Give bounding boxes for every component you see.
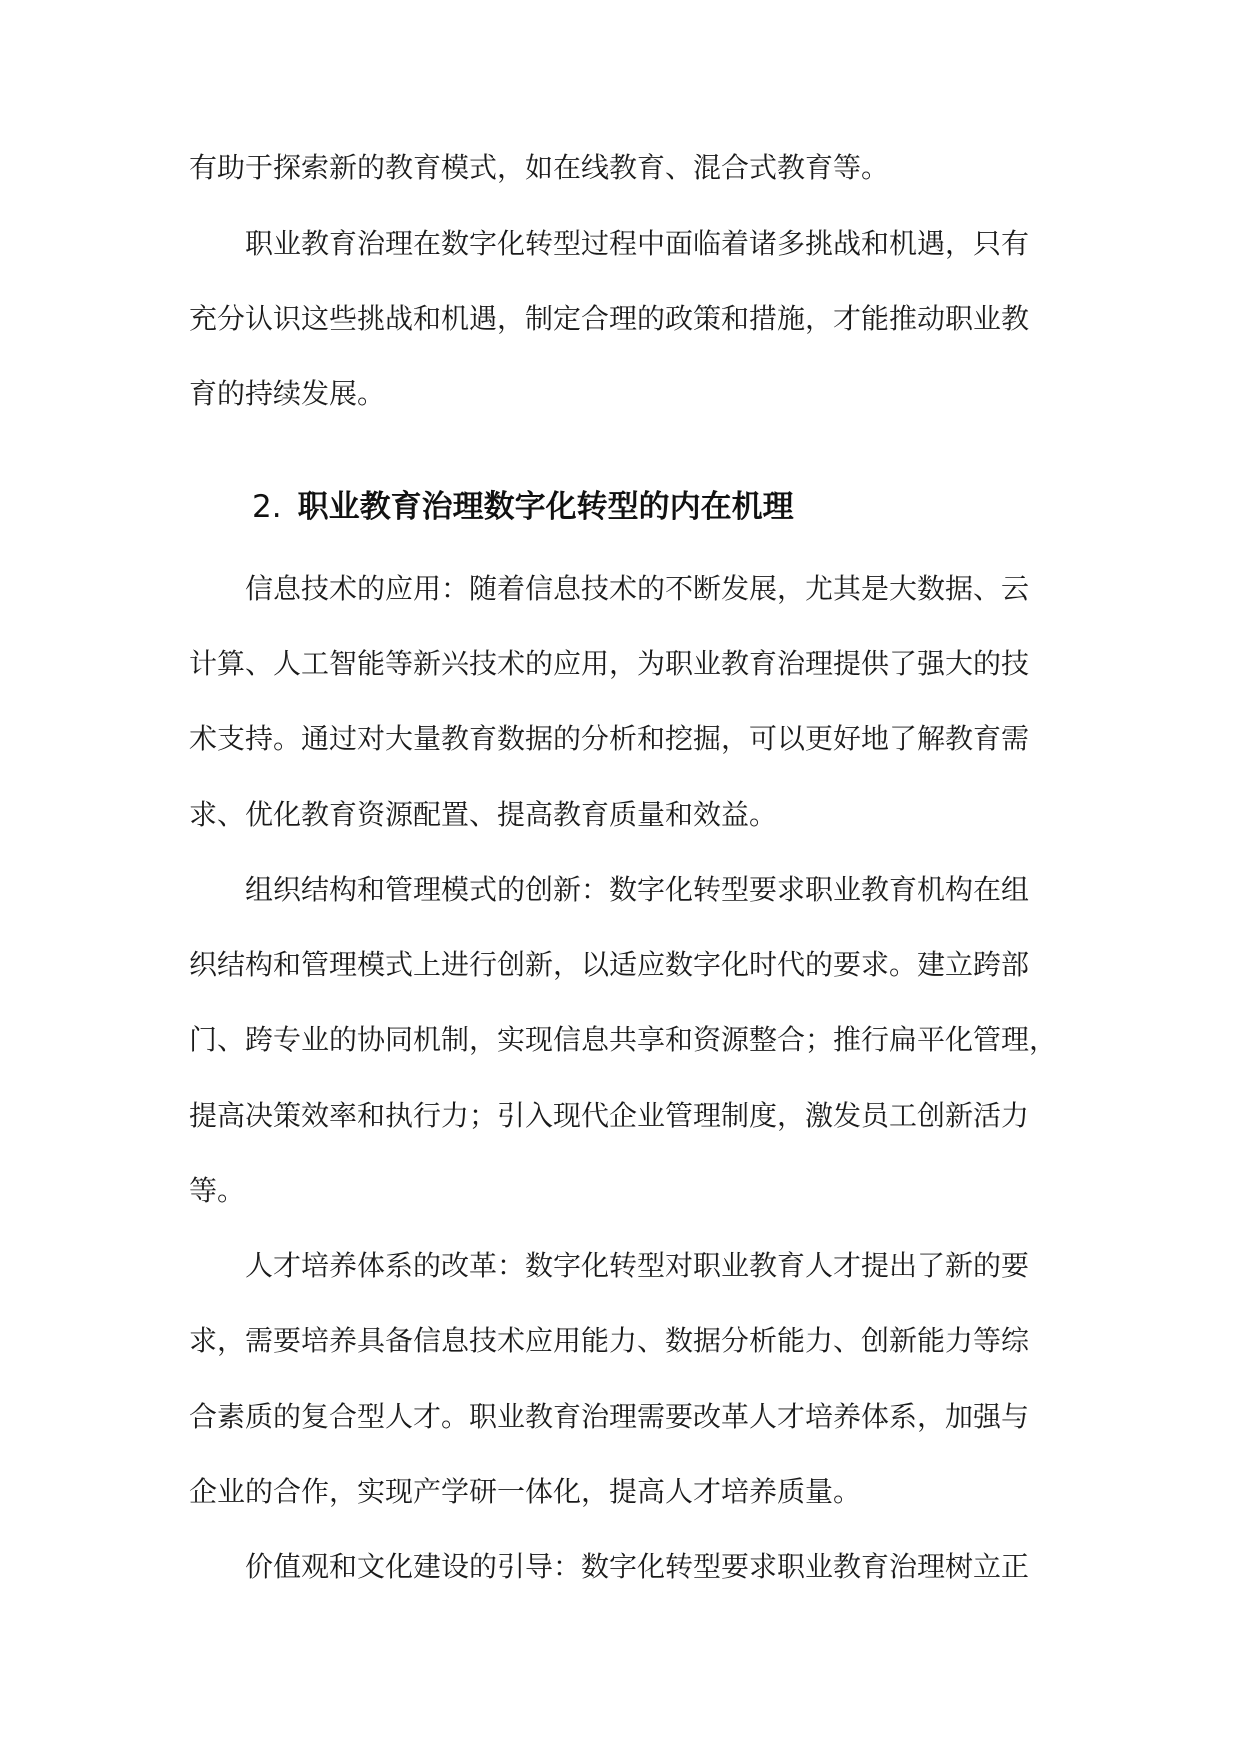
text-line: 企业的合作，实现产学研一体化，提高人才培养质量。 xyxy=(189,1475,862,1508)
text-line: 门、跨专业的协同机制，实现信息共享和资源整合；推行扁平化管理， xyxy=(189,1023,1058,1056)
text-line: 求、优化教育资源配置、提高教育质量和效益。 xyxy=(189,798,778,831)
section-heading xyxy=(252,485,794,529)
section-title: 职业教育治理数字化转型的内在机理 xyxy=(297,489,794,525)
text-line: 术支持。通过对大量教育数据的分析和挖掘，可以更好地了解教育需 xyxy=(189,722,1030,755)
text-line: 织结构和管理模式上进行创新，以适应数字化时代的要求。建立跨部 xyxy=(189,948,1030,981)
text-line: 职业教育治理在数字化转型过程中面临着诸多挑战和机遇，只有 xyxy=(245,227,1030,260)
section-number: 2. xyxy=(252,489,282,525)
text-line: 求，需要培养具备信息技术应用能力、数据分析能力、创新能力等综 xyxy=(189,1324,1030,1357)
text-line: 合素质的复合型人才。职业教育治理需要改革人才培养体系，加强与 xyxy=(189,1400,1030,1433)
text-line: 有助于探索新的教育模式，如在线教育、混合式教育等。 xyxy=(189,151,890,184)
text-line: 等。 xyxy=(189,1174,246,1207)
text-line: 育的持续发展。 xyxy=(189,377,386,410)
text-line: 人才培养体系的改革：数字化转型对职业教育人才提出了新的要 xyxy=(245,1249,1030,1282)
text-line: 价值观和文化建设的引导：数字化转型要求职业教育治理树立正 xyxy=(245,1550,1030,1583)
text-line: 提高决策效率和执行力；引入现代企业管理制度，激发员工创新活力 xyxy=(189,1099,1030,1132)
text-line: 充分认识这些挑战和机遇，制定合理的政策和措施，才能推动职业教 xyxy=(189,302,1030,335)
text-line: 信息技术的应用：随着信息技术的不断发展，尤其是大数据、云 xyxy=(245,572,1030,605)
text-line: 计算、人工智能等新兴技术的应用，为职业教育治理提供了强大的技 xyxy=(189,647,1030,680)
text-line: 组织结构和管理模式的创新：数字化转型要求职业教育机构在组 xyxy=(245,873,1030,906)
